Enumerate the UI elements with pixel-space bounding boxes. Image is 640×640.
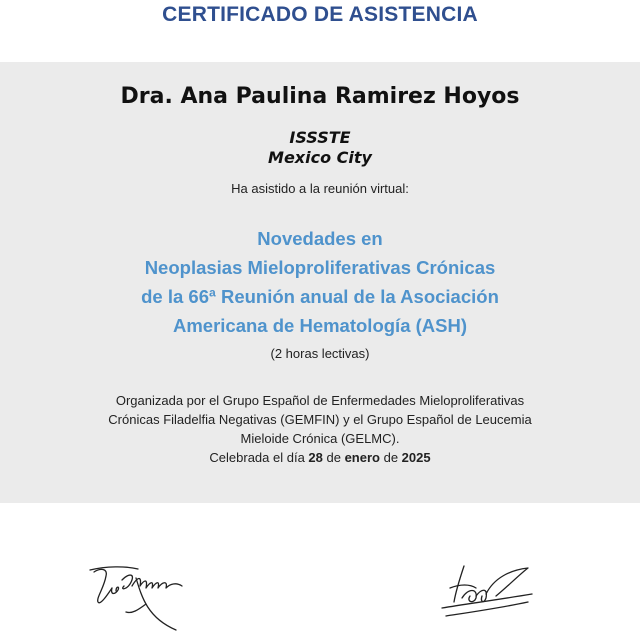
- recipient-affiliation: [0, 128, 640, 168]
- organizer-text: [0, 391, 640, 467]
- organizer-line: Organizada por el Grupo Español de Enfermedades Mieloproliferativas: [115, 393, 525, 408]
- event-date-line: [0, 448, 640, 467]
- organizer-line: Crónicas Filadelfia Negativas (GEMFIN) y el Grupo Español de Leucemia: [108, 412, 532, 427]
- date-connector: de: [379, 450, 402, 465]
- city-name: Mexico City: [268, 148, 372, 167]
- date-prefix: Celebrada el día: [209, 450, 309, 465]
- credit-hours: (2 horas lectivas): [270, 346, 370, 361]
- date-day: 28: [308, 450, 323, 465]
- event-title-line: de la 66ª Reunión anual de la Asociación: [141, 286, 499, 307]
- date-connector: de: [322, 450, 345, 465]
- certificate-title: CERTIFICADO DE ASISTENCIA: [162, 3, 478, 26]
- date-year: 2025: [401, 450, 431, 465]
- left-signature: [86, 558, 196, 632]
- attendance-intro: Ha asistido a la reunión virtual:: [231, 181, 409, 196]
- right-signature: [436, 558, 536, 624]
- organizer-line: Mieloide Crónica (GELMC).: [240, 431, 400, 446]
- institution-name: ISSSTE: [289, 128, 351, 147]
- event-title-line: Americana de Hematología (ASH): [172, 315, 467, 336]
- date-month: enero: [344, 450, 380, 465]
- event-title-line: Neoplasias Mieloproliferativas Crónicas: [144, 257, 496, 278]
- event-title-line: Novedades en: [257, 228, 383, 249]
- recipient-name: Dra. Ana Paulina Ramirez Hoyos: [120, 84, 520, 109]
- event-title: [0, 224, 640, 340]
